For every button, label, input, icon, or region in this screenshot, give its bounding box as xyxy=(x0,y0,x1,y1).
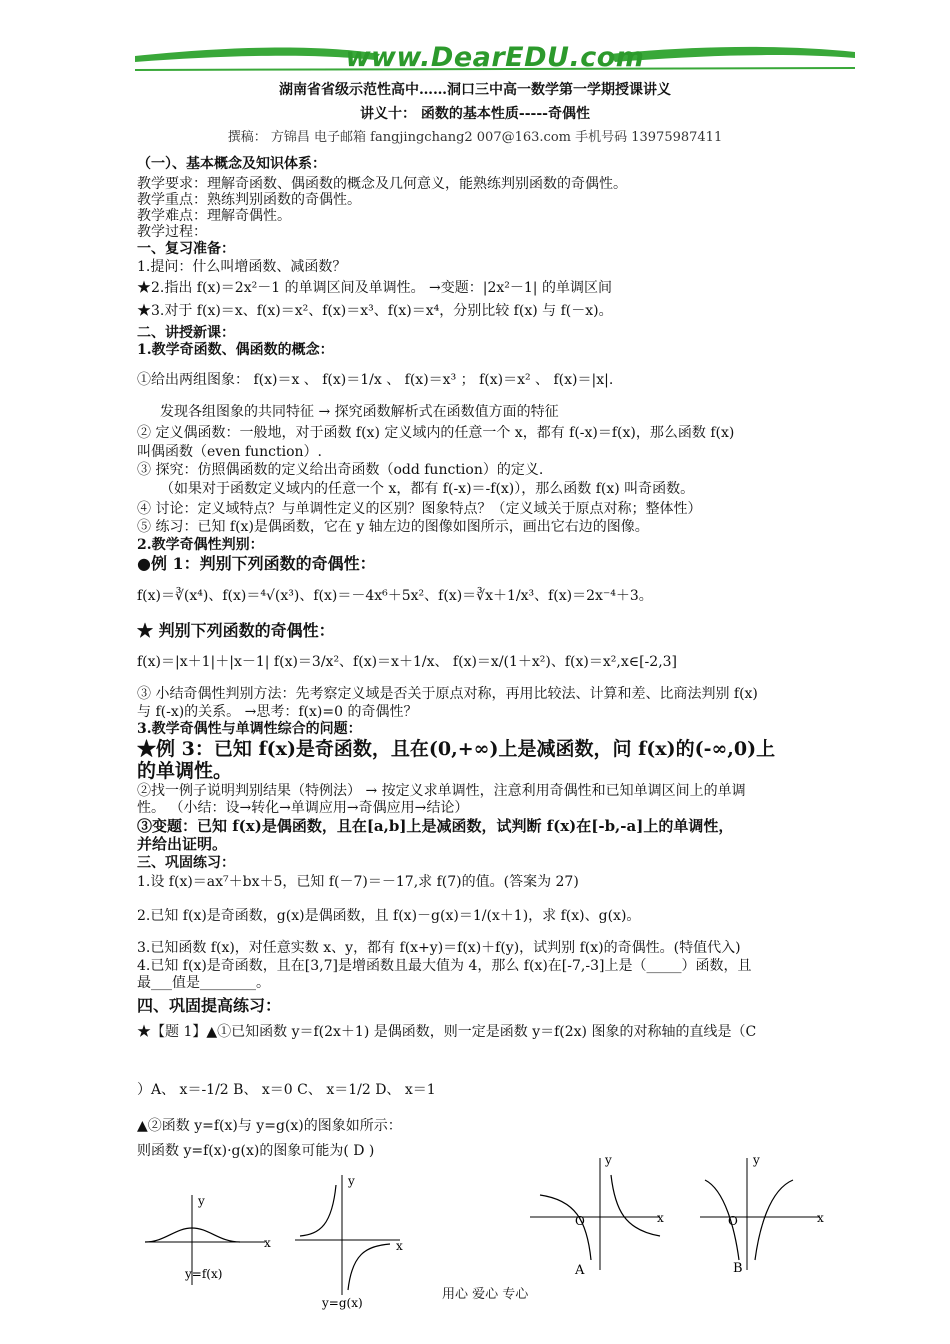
text-line: 与 f(-x)的关系。 →思考：f(x)=0 的奇偶性？ xyxy=(137,704,418,720)
text-line: ★2.指出 f(x)＝2x²－1 的单调区间及单调性。 →变题：|2x²－1| 的单调区间 xyxy=(137,280,612,296)
text-line: 性。 （小结：设→转化→单调应用→奇偶应用→结论） xyxy=(137,800,469,816)
origin-label: O xyxy=(728,1214,738,1228)
section-heading: 四、巩固提高练习： xyxy=(137,996,282,1015)
text-line: ①给出两组图象： f(x)＝x 、 f(x)＝1/x 、 f(x)＝x³ ； f(x)＝x² 、 f(x)＝|x|. xyxy=(137,372,614,388)
axis-label: y xyxy=(753,1153,760,1167)
text-line: 并给出证明。 xyxy=(137,835,228,853)
text-line: ▲②函数 y=f(x)与 y=g(x)的图象如所示： xyxy=(137,1118,402,1134)
text-line: 1.提问：什么叫增函数、减函数？ xyxy=(137,259,347,275)
text-line: 教学过程： xyxy=(137,224,207,240)
text-line: ③ 探究：仿照偶函数的定义给出奇函数（odd function）的定义. xyxy=(137,462,544,478)
school-title: 湖南省省级示范性高中……洞口三中高一数学第一学期授课讲义 xyxy=(279,82,671,98)
section-heading: 一、复习准备： xyxy=(137,241,235,257)
graph-option-b xyxy=(695,1150,835,1280)
section-heading: 1.教学奇函数、偶函数的概念： xyxy=(137,342,334,358)
graph-caption: y=g(x) xyxy=(322,1296,363,1310)
text-line: ⑤ 练习：已知 f(x)是偶函数，它在 y 轴左边的图像如图所示，画出它右边的图像。 xyxy=(137,519,649,535)
text-line: 教学难点：理解奇偶性。 xyxy=(137,208,291,224)
option-label: A xyxy=(575,1263,585,1278)
text-line: f(x)＝|x＋1|＋|x－1| f(x)＝3/x²、f(x)＝x＋1/x、 f(x)＝x/(1＋x²)、f(x)＝x²,x∈[-2,3] xyxy=(137,654,678,670)
text-line: ③ 小结奇偶性判别方法：先考察定义域是否关于原点对称，再用比较法、计算和差、比商法判别 f(x) xyxy=(137,686,758,702)
graph-f xyxy=(140,1190,280,1290)
text-line: ★【题 1】▲①已知函数 y＝f(2x＋1) 是偶函数，则一定是函数 y＝f(2x) 图象的对称轴的直线是（C xyxy=(137,1024,757,1040)
axis-label: y xyxy=(198,1194,205,1208)
section-heading: （一）、基本概念及知识体系： xyxy=(137,156,326,172)
example-heading: ●例 1：判别下列函数的奇偶性： xyxy=(137,554,376,573)
text-line: 4.已知 f(x)是奇函数，且在[3,7]是增函数且最大值为 4，那么 f(x)在[-7,-3]上是（_____）函数，且 xyxy=(137,958,752,974)
section-heading: 3.教学奇偶性与单调性综合的问题： xyxy=(137,721,362,737)
axis-label: x xyxy=(657,1211,664,1225)
axis-label: x xyxy=(396,1239,403,1253)
text-line: ★3.对于 f(x)＝x、f(x)＝x²、f(x)＝x³、f(x)＝x⁴，分别比较 f(x) 与 f(－x)。 xyxy=(137,303,613,319)
example-heading: 的单调性。 xyxy=(137,760,233,782)
lecture-title: 讲义十： 函数的基本性质-----奇偶性 xyxy=(360,106,590,122)
axis-label: x xyxy=(264,1236,271,1250)
graph-g xyxy=(290,1170,420,1310)
section-heading: 二、讲授新课： xyxy=(137,325,235,341)
text-line: 最___值是________。 xyxy=(137,975,270,991)
page-footer: 用心 爱心 专心 xyxy=(442,1287,529,1302)
text-line: ④ 讨论：定义域特点？与单调性定义的区别？图象特点？（定义域关于原点对称；整体性） xyxy=(137,501,702,517)
text-line: （如果对于函数定义域内的任意一个 x，都有 f(-x)＝-f(x)），那么函数 f(x) 叫奇函数。 xyxy=(160,481,695,497)
text-line: ）A、 x＝-1/2 B、 x＝0 C、 x＝1/2 D、 x＝1 xyxy=(137,1082,436,1098)
author-line: 撰稿： 方锦昌 电子邮箱 fangjingchang2 007@163.com 手机号码 13975987411 xyxy=(227,130,723,145)
text-line: 1.设 f(x)＝ax⁷＋bx＋5，已知 f(－7)＝－17,求 f(7)的值。(答案为 27) xyxy=(137,874,579,890)
site-title: www.DearEDU.com xyxy=(345,42,645,73)
section-heading: 2.教学奇偶性判别： xyxy=(137,537,264,553)
graph-caption: y=f(x) xyxy=(185,1267,223,1281)
text-line: 叫偶函数（even function）. xyxy=(137,444,323,460)
site-banner xyxy=(130,40,860,76)
origin-label: O xyxy=(575,1214,585,1228)
text-line: f(x)＝∛(x⁴)、f(x)＝⁴√(x³)、f(x)＝－4x⁶＋5x²、f(x)＝∛x＋1/x³、f(x)＝2x⁻⁴＋3。 xyxy=(137,588,653,604)
text-line: 3.已知函数 f(x)，对任意实数 x、y，都有 f(x+y)＝f(x)＋f(y)，试判别 f(x)的奇偶性。(特值代入) xyxy=(137,940,741,956)
axis-label: y xyxy=(348,1174,355,1188)
axis-label: x xyxy=(817,1211,824,1225)
text-line: 则函数 y=f(x)·g(x)的图象可能为( D ) xyxy=(137,1143,375,1159)
graph-option-a xyxy=(525,1150,675,1280)
text-line: ②找一例子说明判别结果（特例法） → 按定义求单调性，注意利用奇偶性和已知单调区间上的单调 xyxy=(137,783,746,799)
text-line: 教学要求：理解奇函数、偶函数的概念及几何意义，能熟练判别函数的奇偶性。 xyxy=(137,176,627,192)
example-heading: ★例 3：已知 f(x)是奇函数，且在(0,+∞)上是减函数，问 f(x)的(-∞,0)上 xyxy=(137,738,776,760)
text-line: 2.已知 f(x)是奇函数，g(x)是偶函数，且 f(x)－g(x)＝1/(x＋1)，求 f(x)、g(x)。 xyxy=(137,908,641,924)
example-heading: ★ 判别下列函数的奇偶性： xyxy=(137,621,335,640)
text-line: ② 定义偶函数：一般地，对于函数 f(x) 定义域内的任意一个 x，都有 f(-x)＝f(x)，那么函数 f(x) xyxy=(137,425,735,441)
text-line: ③变题：已知 f(x)是偶函数，且在[a,b]上是减函数，试判断 f(x)在[-b,-a]上的单调性， xyxy=(137,817,734,835)
text-line: 教学重点：熟练判别函数的奇偶性。 xyxy=(137,192,361,208)
section-heading: 三、巩固练习： xyxy=(137,855,235,871)
text-line: 发现各组图象的共同特征 → 探究函数解析式在函数值方面的特征 xyxy=(160,404,559,420)
axis-label: y xyxy=(605,1153,612,1167)
option-label: B xyxy=(733,1261,743,1276)
